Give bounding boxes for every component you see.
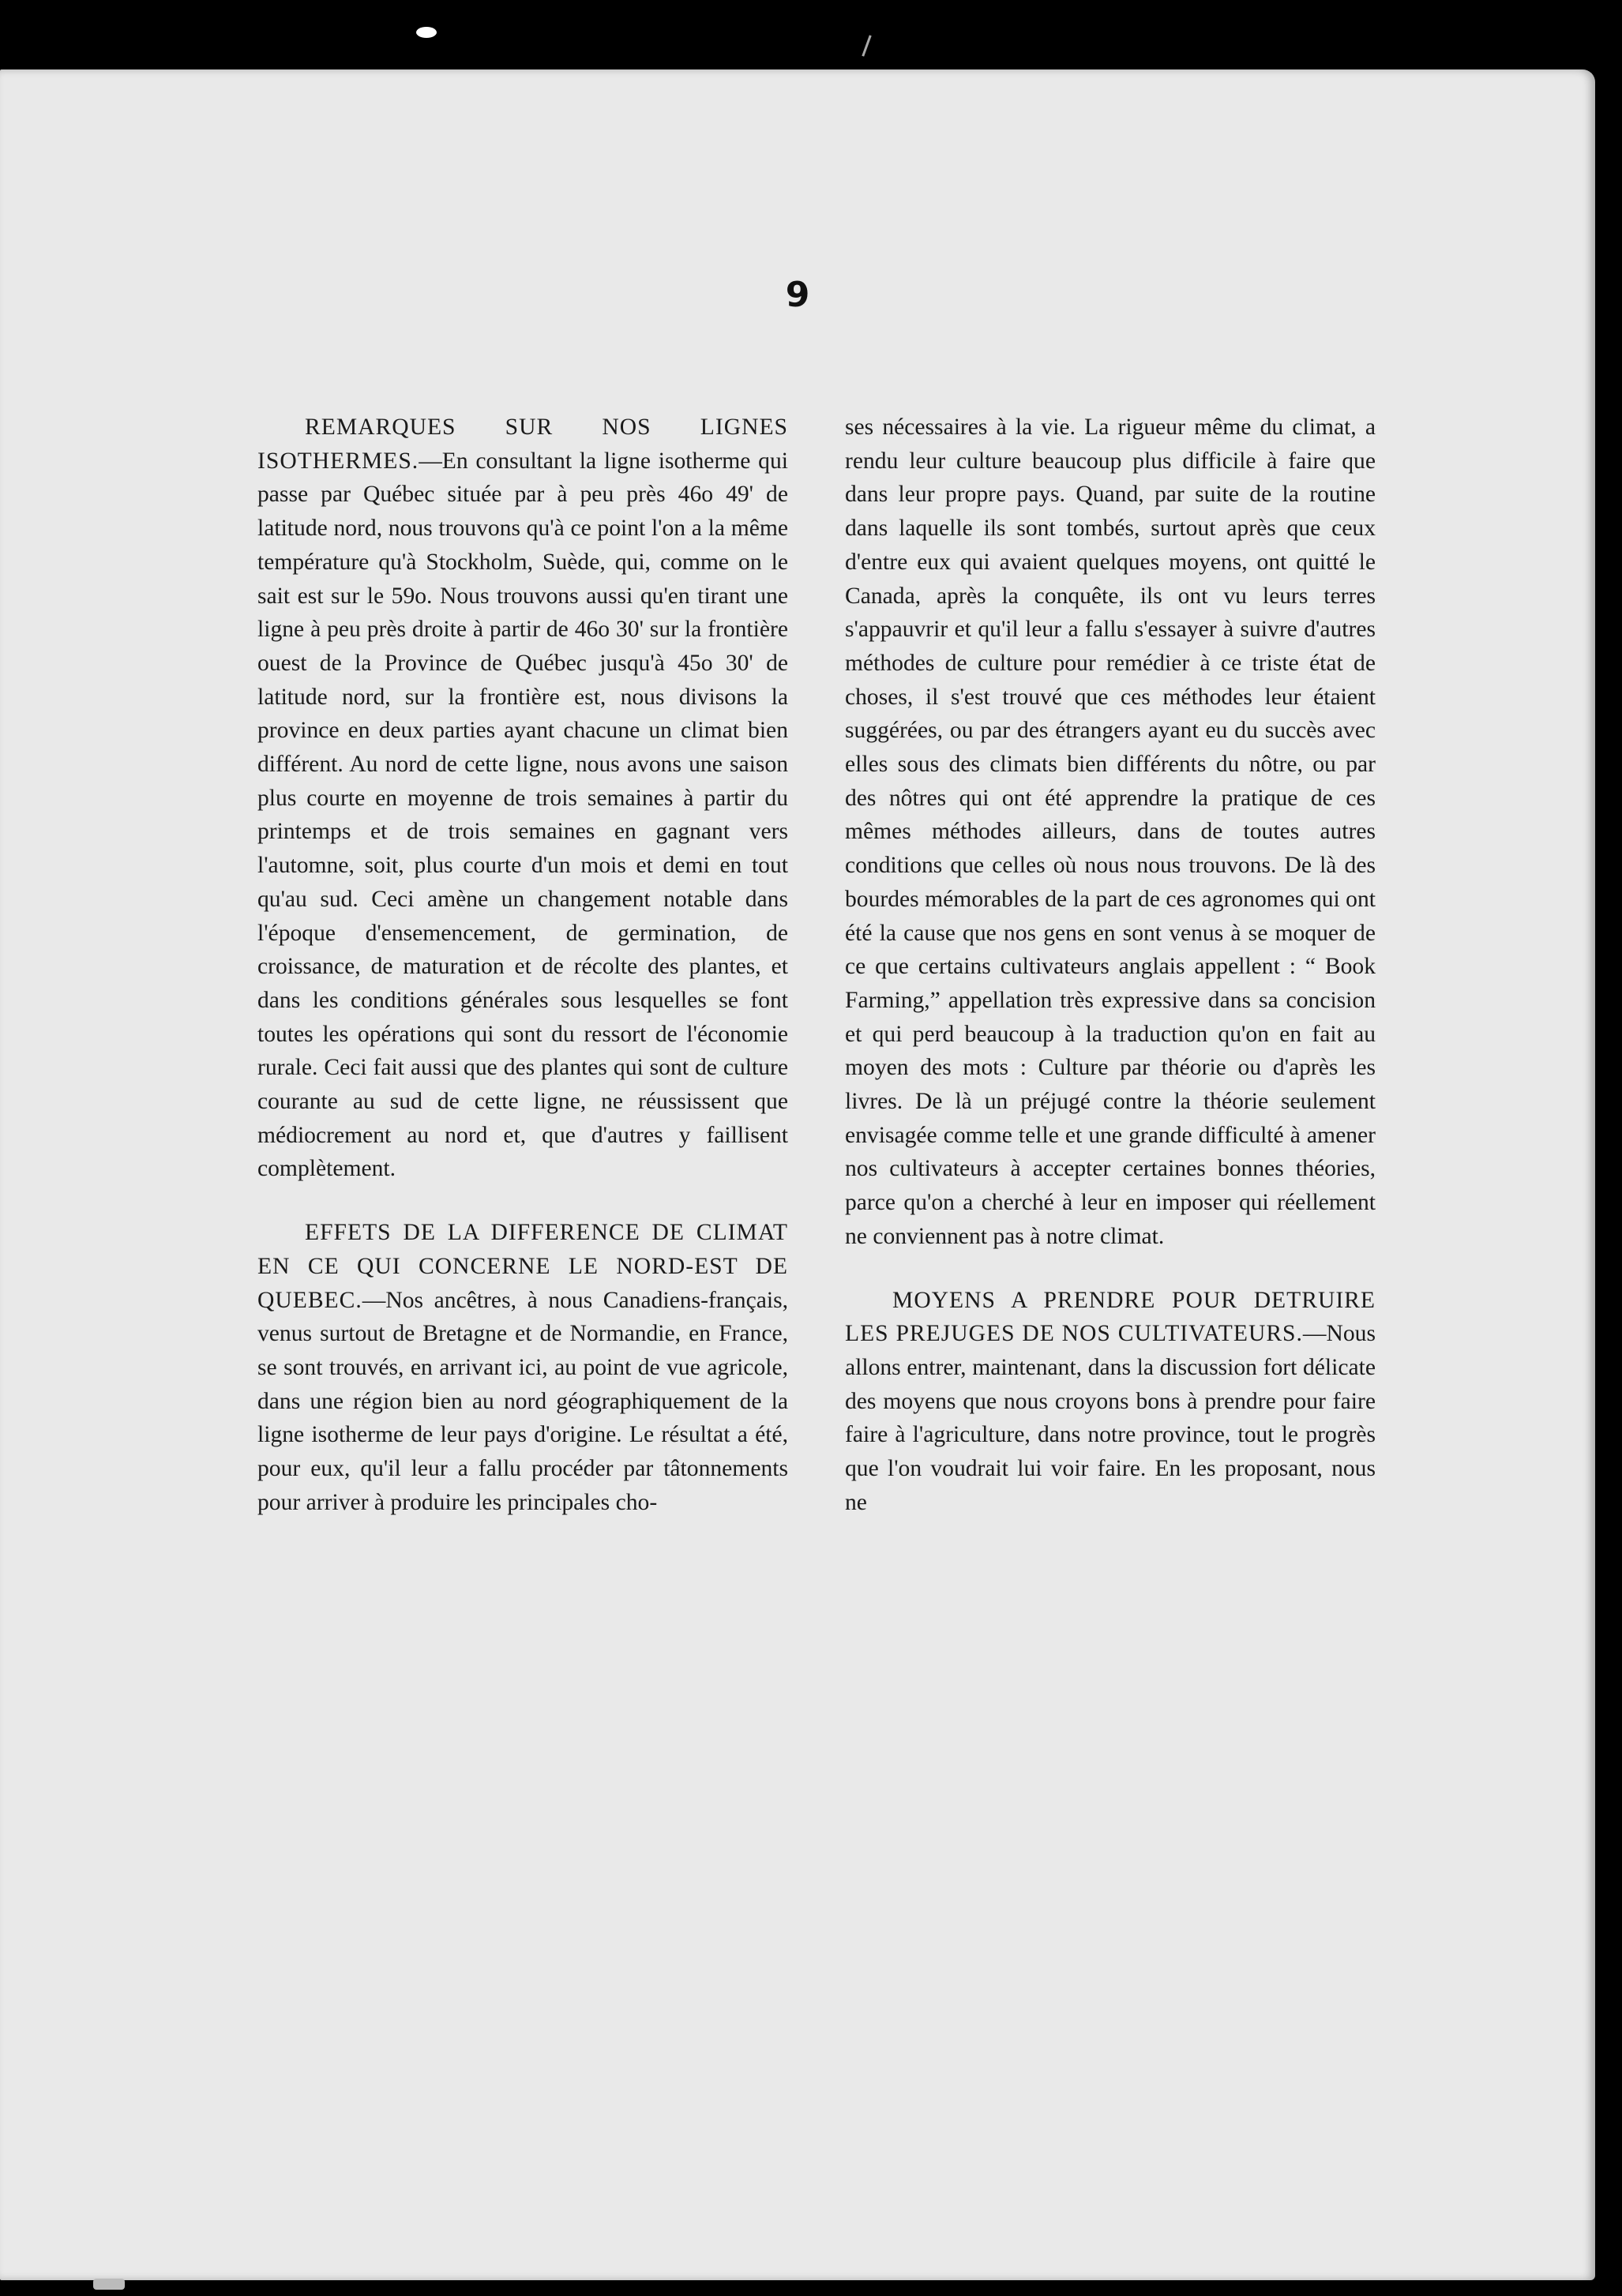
section-body-moyens: —Nous allons entrer, maintenant, dans la discussion fort délicate des moyens que nous croyons bons à prendre pour faire faire à l'agriculture, dans notre province, tout le progrès que l'on voudrait lui voir faire. En les proposant, nous ne bbox=[845, 1321, 1376, 1515]
section-heading-isothermes: REMARQUES SUR NOS LIGNES ISOTHERMES. bbox=[257, 415, 788, 474]
left-column bbox=[257, 411, 788, 1520]
section-heading-difference-climat: EFFETS DE LA DIFFERENCE DE CLIMAT EN CE QUI CONCERNE LE NORD-EST DE QUEBEC. bbox=[257, 1220, 788, 1313]
right-column bbox=[845, 411, 1376, 1520]
paragraph-isothermes bbox=[257, 411, 788, 1186]
scan-artifact-slash bbox=[862, 35, 871, 56]
section-heading-moyens: MOYENS A PRENDRE POUR DETRUIRE LES PREJUGES DE NOS CULTIVATEURS. bbox=[845, 1287, 1376, 1347]
section-body-isothermes: —En consultant la ligne isotherme qui passe par Québec située par à peu près 46o 49' de latitude nord, nous trouvons qu'à ce point l'on a la même température qu'à Stockholm, Suède, qui, comme on le sait est sur le 59o. Nous trouvons aussi qu'en tirant une ligne à peu près droite à partir de 46o 30' sur la frontière ouest de la Province de Québec jusqu'à 45o 30' de latitude nord, sur la frontière est, nous divisons la province en deux parties ayant chacune un climat bien différent. Au nord de cette ligne, nous avons une saison plus courte en moyenne de trois semaines à partir du printemps et de trois semaines en gagnant vers l'automne, soit, plus courte d'un mois et demi en tout qu'au sud. Ceci amène un changement notable dans l'époque d'ensemencement, de germination, de croissance, de maturation et de récolte des plantes, et dans les conditions générales sous lesquelles se font toutes les opérations qui sont du ressort de l'économie rurale. Ceci fait aussi que des plantes qui sont de culture courante au sud de cette ligne, ne réussissent que médiocrement au nord et, que d'autres y faillisent complètement. bbox=[257, 448, 788, 1182]
scan-artifact-mark bbox=[416, 27, 437, 38]
page-number: 9 bbox=[785, 275, 810, 315]
paragraph-moyens bbox=[845, 1284, 1376, 1520]
scanned-page bbox=[0, 69, 1595, 2280]
paragraph-continuation: ses nécessaires à la vie. La rigueur même du climat, a rendu leur culture beaucoup plus difficile à faire que dans leur propre pays. Quand, par suite de la routine dans laquelle ils sont tombés, surtout après que ceux d'entre eux qui avaient quelques moyens, ont quitté le Canada, après la conquête, ils ont vu leurs terres s'appauvrir et qu'il leur a fallu s'essayer à suivre d'autres méthodes de culture pour remédier à ce triste état de choses, il s'est trouvé que ces méthodes leur étaient suggérées, ou par des étrangers ayant eu du succès avec elles sous des climats bien différents du nôtre, ou par des nôtres qui ont été apprendre la pratique de ces mêmes méthodes ailleurs, dans de toutes autres conditions que celles où nous nous trouvons. De là des bourdes mémorables de la part de ces agronomes qui ont été la cause que nos gens en sont venus à se moquer de ce que certains cultivateurs anglais appellent : “ Book Farming,” appellation très expressive dans sa concision et qui perd beaucoup à la traduction qu'on en fait au moyen des mots : Culture par théorie ou d'après les livres. De là un préjugé contre la théorie seulement envisagée comme telle et une grande difficulté à amener nos cultivateurs à accepter certaines bonnes théories, parce qu'on a cherché à leur en imposer qui réellement ne conviennent pas à notre climat. bbox=[845, 415, 1376, 1249]
scan-artifact-bottom bbox=[93, 2279, 125, 2290]
section-body-difference-climat: —Nos ancêtres, à nous Canadiens-français, venus surtout de Bretagne et de Normandie, en France, se sont trouvés, en arrivant ici, au point de vue agricole, dans une région bien au nord géographiquement de la ligne isotherme de leur pays d'origine. Le résultat a été, pour eux, qu'il leur a fallu procéder par tâtonnements pour arriver à produire les principales cho- bbox=[257, 1287, 788, 1515]
paragraph-difference-climat bbox=[257, 1216, 788, 1519]
